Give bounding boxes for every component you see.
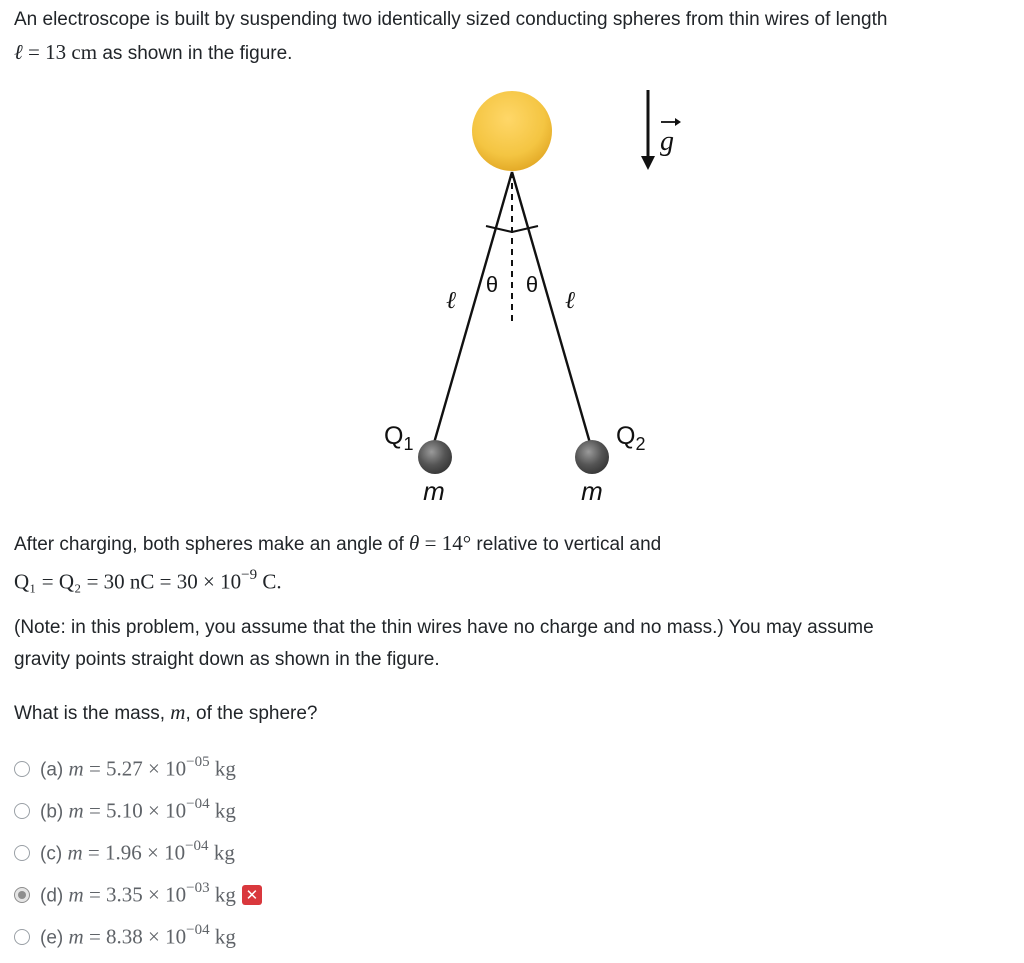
equals-sign: =	[28, 40, 40, 64]
choice-e-eq: = 8.38 × 10	[88, 924, 187, 949]
question-var: m	[170, 700, 186, 724]
choice-e-label: (e)	[40, 927, 64, 949]
choice-d-eq: = 3.35 × 10	[88, 882, 187, 907]
choice-a-eq: = 5.27 × 10	[88, 756, 187, 781]
intro-text: An electroscope is built by suspending two identically sized conducting spheres from thin wires of length	[14, 9, 888, 30]
angle-marker-left	[486, 226, 512, 232]
gravity-arrow-head	[641, 156, 655, 170]
choice-c-text	[40, 840, 235, 865]
choice-a-exp: −05	[186, 754, 210, 771]
choice-c[interactable]	[14, 838, 235, 868]
ell-left-label: ℓ	[446, 288, 456, 314]
choice-e-var: m	[68, 924, 84, 949]
note-paragraph	[14, 612, 1014, 676]
left-small-sphere	[418, 440, 452, 474]
mass-left-label: m	[423, 476, 445, 506]
choice-e-unit: kg	[214, 924, 236, 949]
choice-c-eq: = 1.96 × 10	[87, 840, 186, 865]
choice-e-text	[40, 924, 236, 949]
choice-d-label: (d)	[40, 885, 64, 907]
radio-b[interactable]	[14, 803, 30, 819]
choice-a-label: (a)	[40, 759, 64, 781]
intro-tail: as shown in the figure.	[102, 43, 293, 64]
choice-b-eq: = 5.10 × 10	[88, 798, 187, 823]
charge-exponent: −9	[241, 567, 258, 583]
choice-a-var: m	[68, 756, 84, 781]
theta-symbol: θ	[409, 531, 420, 555]
charge-unit: C.	[262, 569, 282, 594]
gravity-vector-arrowhead	[675, 118, 681, 126]
theta-left-label: θ	[485, 272, 499, 297]
left-wire	[432, 172, 512, 450]
ell-right-label: ℓ	[565, 288, 575, 314]
note-line-1: (Note: in this problem, you assume that the thin wires have no charge and no mass.) You may assume	[14, 617, 874, 638]
charging-paragraph	[14, 527, 1014, 599]
choice-d-exp: −03	[186, 880, 210, 897]
charge-equation: Q₁ = Q₂ = 30 nC = 30 × 10	[14, 569, 242, 594]
charging-text-2: relative to vertical and	[476, 534, 662, 555]
choice-b-var: m	[68, 798, 84, 823]
choice-a-text	[40, 756, 236, 781]
choice-c-var: m	[67, 840, 83, 865]
radio-a[interactable]	[14, 761, 30, 777]
question-prefix: What is the mass,	[14, 703, 165, 724]
angle-marker-right	[512, 226, 538, 232]
intro-paragraph	[14, 4, 1019, 70]
choice-a[interactable]	[14, 754, 236, 784]
mass-right-label: m	[581, 476, 603, 506]
choice-e[interactable]	[14, 922, 236, 952]
right-wire	[512, 172, 592, 450]
q1-label: $Q_1$	[384, 422, 414, 454]
q2-label: $Q_2$	[616, 422, 646, 454]
radio-d-selected[interactable]	[14, 887, 30, 903]
incorrect-x-icon: ✕	[242, 885, 262, 905]
choice-b-exp: −04	[186, 796, 210, 813]
note-line-2: gravity points straight down as shown in the figure.	[14, 649, 440, 670]
choice-b[interactable]	[14, 796, 236, 826]
gravity-label: g	[660, 126, 674, 157]
question-text	[14, 696, 318, 730]
theta-right-label: θ	[525, 272, 539, 297]
choice-d-var: m	[68, 882, 84, 907]
choice-b-label: (b)	[40, 801, 64, 823]
radio-c[interactable]	[14, 845, 30, 861]
length-value: 13 cm	[45, 40, 98, 64]
choice-e-exp: −04	[186, 922, 210, 939]
electroscope-figure	[330, 84, 710, 514]
choice-c-exp: −04	[185, 838, 209, 855]
choice-b-unit: kg	[214, 798, 236, 823]
choice-b-text	[40, 798, 236, 823]
right-small-sphere	[575, 440, 609, 474]
choice-d-text	[40, 882, 236, 907]
choice-d[interactable]	[14, 880, 262, 910]
choice-a-unit: kg	[214, 756, 236, 781]
radio-e[interactable]	[14, 929, 30, 945]
choice-d-unit: kg	[214, 882, 236, 907]
question-suffix: , of the sphere?	[185, 703, 318, 724]
theta-value: = 14°	[424, 531, 472, 555]
choice-c-unit: kg	[213, 840, 235, 865]
charging-text-1: After charging, both spheres make an angle of	[14, 534, 404, 555]
choice-c-label: (c)	[40, 843, 63, 865]
ell-symbol: ℓ	[14, 40, 23, 64]
top-sphere	[472, 91, 552, 171]
